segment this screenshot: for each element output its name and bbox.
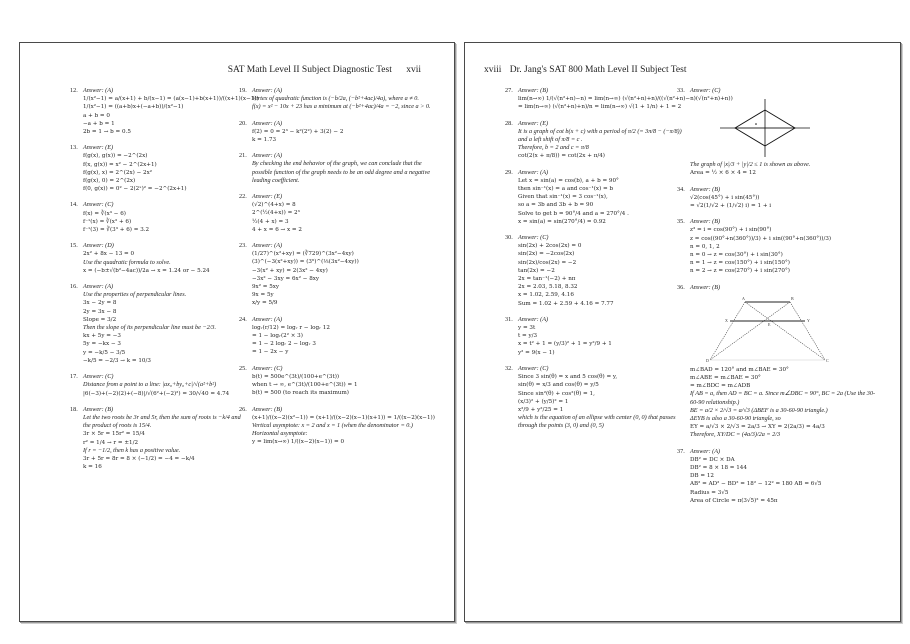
problem-number: 25.	[239, 364, 247, 372]
solution-line: Radius = 3√5	[690, 489, 729, 496]
solution-line: Slope = 3/2	[83, 316, 117, 323]
answer-heading	[677, 218, 877, 226]
solution-line: f(2) = 0 = 2³ − k²(2²) + 3(2) − 2	[252, 128, 344, 135]
solution-line: n = 0, 1, 2	[690, 243, 720, 250]
solution-line: n = 1 → z = cos(150°) + i sin(150°)	[690, 260, 790, 267]
left-page	[19, 42, 455, 622]
solution-line: f(x) = ∛(x³ − 6)	[83, 210, 126, 217]
solution-line: Given that sin⁻¹(x) = 3 cos⁻¹(x),	[518, 194, 608, 201]
answer-heading	[239, 242, 434, 250]
problem-number: 34.	[677, 185, 685, 193]
svg-text:B: B	[791, 295, 794, 301]
solution-line: logᵣ(r/12) = logᵣ r − logᵣ 12	[252, 324, 330, 331]
running-head-title: Dr. Jang's SAT 800 Math Level II Subject Test	[509, 65, 687, 75]
problem-number: 35.	[677, 218, 685, 226]
problem-number: 32.	[505, 364, 513, 372]
answer-label: Answer: (A)	[252, 119, 283, 127]
solution-line: x²/9 + y²/25 = 1	[518, 406, 564, 413]
solution-line: sin(2x)/cos(2x) = −2	[518, 259, 577, 266]
svg-text:Y: Y	[807, 317, 810, 323]
solution-line: Area of Circle = π(3√5)² = 45π	[690, 497, 778, 504]
answer-heading	[239, 406, 434, 414]
answer-heading	[70, 87, 245, 95]
answer-heading	[239, 316, 434, 324]
answer-item	[70, 87, 259, 136]
answer-item	[239, 120, 434, 145]
answer-item	[70, 373, 245, 398]
solution-line: −a + b = 1	[83, 120, 115, 127]
problem-number: 31.	[505, 315, 513, 323]
solution-line: x = 1.02, 2.59, 4.16	[518, 292, 574, 299]
solution-line: If r = −1/2, then k has a positive value.	[83, 446, 181, 454]
running-head-right	[484, 65, 687, 75]
answer-label: Answer: (B)	[252, 405, 283, 413]
solution-line: 2b = 1 → b = 0.5	[83, 129, 131, 136]
problem-number: 30.	[505, 234, 513, 242]
problem-number: 16.	[70, 283, 78, 291]
solution-line: y = −k/5 − 3/5	[83, 349, 126, 356]
answer-item	[70, 201, 245, 234]
problem-number: 27.	[505, 87, 513, 94]
solution-line: |6(−3)+(−2)(2)+(−8)|/√(6²+(−2)²) = 30/√40 = 4.74	[83, 390, 230, 397]
answer-item	[505, 120, 683, 161]
solution-line: f(x, g(x)) = x² − 2^(2x+1)	[83, 161, 157, 168]
solution-line: DB² = DC × DA	[690, 456, 735, 463]
solution-line: Horizontal asymptote:	[252, 430, 308, 438]
left-column-2	[239, 87, 434, 455]
solution-line: −3(x² + xy) = 2(3x² − 4xy)	[252, 267, 328, 274]
solution-line: 3x − 2y = 8	[83, 300, 117, 307]
answer-label: Answer: (A)	[252, 152, 283, 160]
answer-label: Answer: (B)	[518, 87, 549, 94]
solution-line: (3)^(−3(x²+xy)) = (3⁶)^(⅓(3x²−4xy))	[252, 259, 359, 266]
answer-item	[239, 316, 434, 357]
solution-line: (x/3)² + (y/5)² = 1	[518, 398, 569, 405]
problem-number: 24.	[239, 315, 247, 323]
answer-item	[70, 406, 245, 472]
solution-line: Use the properties of perpendicular lines.	[83, 291, 187, 299]
answer-item	[239, 406, 434, 447]
svg-text:D: D	[706, 357, 709, 363]
solution-line: x = t² + 1 = (y/3)² + 1 = y²/9 + 1	[518, 341, 612, 348]
problem-number: 21.	[239, 152, 247, 160]
solution-line: y² = 9(x − 1)	[518, 349, 555, 356]
solution-line: = 1 − 2 logᵣ 2 − logᵣ 3	[252, 341, 316, 348]
problem-number: 20.	[239, 119, 247, 127]
answer-item	[70, 144, 245, 193]
answer-label: Answer: (E)	[518, 119, 549, 127]
answer-item	[239, 152, 434, 185]
solution-line: n = 2 → z = cos(270°) + i sin(270°)	[690, 268, 790, 275]
answer-item	[70, 242, 245, 275]
answer-item	[505, 316, 683, 357]
problem-number: 19.	[239, 87, 247, 94]
problem-number: 18.	[70, 405, 78, 413]
trapezoid-diagram-figure	[677, 294, 877, 364]
solution-line: lim(n→∞) 1/(√(n²+n)−n) = lim(n→∞) (√(n²+n)+n)/((√(n²+n)−n)(√(n²+n)+n))	[518, 96, 733, 103]
answer-item	[239, 193, 434, 234]
solution-line: b(t) = 500e^(3t)/(100+e^(3t))	[252, 373, 340, 380]
solution-line: f(g(x), g(x)) = −2^(2x)	[83, 153, 148, 160]
solution-line: so a = 3b and 3b + b = 90	[518, 202, 594, 209]
answer-heading	[70, 144, 245, 152]
answer-heading	[70, 283, 245, 291]
answer-heading	[505, 365, 683, 373]
solution-line: Therefore, XY/DC = (4a/3)/2a = 2/3	[690, 431, 781, 439]
answer-heading	[505, 87, 683, 95]
answer-label: Answer: (A)	[252, 315, 283, 323]
answer-label: Answer: (A)	[690, 447, 721, 455]
solution-line: z³ = i = cos(90°) + i sin(90°)	[690, 227, 772, 234]
answer-label: Answer: (A)	[83, 283, 114, 291]
solution-line: when t → ∞, e^(3t)/(100+e^(3t)) = 1	[252, 382, 358, 389]
solution-line: then sin⁻¹(x) = a and cos⁻¹(x) = b	[518, 186, 614, 193]
answer-heading	[239, 152, 434, 160]
svg-text:E: E	[768, 321, 771, 327]
solution-line: 5y = −kx − 3	[83, 341, 121, 348]
answer-heading	[239, 87, 434, 95]
solution-line: By checking the end behavior of the graph, we can conclude that the possible function of the graph needs to be an odd degree and a negative leading coefficient.	[252, 160, 430, 184]
solution-line: Then the slope of its perpendicular line must be −2/3.	[83, 324, 217, 332]
solution-line: = 1 − logᵣ(2² × 3)	[252, 333, 303, 340]
problem-number: 22.	[239, 193, 247, 201]
solution-line: 1/(x²−1) = ((a+b)x+(−a+b))/(x²−1)	[83, 104, 184, 111]
solution-line: r² = 1/4 → r = ±1/2	[83, 439, 139, 446]
solution-line: tan(2x) = −2	[518, 267, 555, 274]
solution-line: = m∠BDC = m∠ADB	[690, 383, 751, 390]
answer-label: Answer: (A)	[518, 315, 549, 323]
answer-heading	[70, 373, 245, 381]
solution-line: If AB = a, then AD = BC = a. Since m∠DBC = 90°, BC = 2a (Use the 30-60-90 relationship.)	[690, 390, 876, 406]
answer-label: Answer: (B)	[690, 283, 721, 291]
solution-line: 3r × 5r = 15r² = 15/4	[83, 431, 145, 438]
answer-item	[677, 186, 877, 211]
solution-line: 2^(½(4+x)) = 2³	[252, 210, 300, 217]
answer-item	[70, 283, 245, 365]
answer-heading	[505, 234, 683, 242]
solution-line: z = cos((90°+n(360°))/3) + i sin((90°+n(360°))/3)	[690, 235, 832, 242]
answer-heading	[505, 169, 683, 177]
solution-line: = lim(n→∞) (√(n²+n)+n)/n = lim(n→∞) √(1 + 1/n) + 1 = 2	[518, 104, 682, 111]
solution-line: a + b = 0	[83, 112, 110, 119]
answer-label: Answer: (E)	[252, 193, 283, 201]
solution-line: f⁻¹(x) = ∛(x³ + 6)	[83, 218, 132, 225]
solution-line: Use the quadratic formula to solve.	[83, 258, 171, 266]
answer-heading	[70, 406, 245, 414]
solution-line: f⁻¹(3) = ∛(3³ + 6) = 3.2	[83, 227, 150, 234]
solution-line: Since 3 sin(θ) = x and 5 cos(θ) = y,	[518, 374, 618, 381]
answer-label: Answer: (C)	[518, 234, 549, 242]
solution-line: which is the equation of an ellipse with center (0, 0) that passes through the points (3, 0) and (0, 5)	[518, 414, 676, 430]
solution-line: n = 0 → z = cos(30°) + i sin(30°)	[690, 252, 783, 259]
solution-line: Distance from a point to a line: |ax₀+by₀+c|/√(a²+b²)	[83, 381, 217, 389]
solution-line: y = 3t	[518, 325, 536, 332]
solution-line: −3x² − 3xy = 6x² − 8xy	[252, 275, 320, 282]
solution-line: x = (−b±√(b²−4ac))/2a → x = 1.24 or − 5.24	[83, 267, 210, 274]
solution-line: 2x = 2.03, 5.18, 8.32	[518, 284, 578, 291]
solution-line: b(t) = 500 (to reach its maximum)	[252, 390, 349, 397]
solution-line: f(g(x), x) = 2^(2x) − 2x²	[83, 169, 153, 176]
solution-line: sin(2x) + 2cos(2x) = 0	[518, 243, 582, 250]
solution-line: (x+1)/((x−2)(x²−1)) = (x+1)/((x−2)(x−1)(x+1)) = 1/((x−2)(x−1))	[252, 414, 435, 421]
solution-line: = 1 − 2x − y	[252, 349, 289, 356]
answer-label: Answer: (D)	[83, 242, 114, 250]
problem-number: 13.	[70, 144, 78, 152]
problem-number: 28.	[505, 119, 513, 127]
running-head-title: SAT Math Level II Subject Diagnostic Test	[227, 65, 392, 75]
answer-item	[505, 169, 683, 226]
solution-line: f(g(x), 0) = 2^(2x)	[83, 178, 136, 185]
solution-line: 9x = 5y	[252, 292, 274, 299]
solution-line: 2y = 3x − 8	[83, 308, 117, 315]
solution-line: (1/27)^(x²+xy) = (∛729)^(3x²−4xy)	[252, 251, 354, 258]
answer-item	[677, 448, 877, 505]
answer-label: Answer: (A)	[252, 242, 283, 250]
solution-line: 2x = tan⁻¹(−2) + nπ	[518, 276, 576, 283]
solution-line: Let the two roots be 3r and 5r, then the sum of roots is −k/4 and the product of roots is 15/4.	[83, 413, 241, 430]
solution-line: 9x² = 5xy	[252, 284, 280, 291]
answer-heading	[677, 448, 877, 456]
solution-line: Since sin²(θ) + cos²(θ) = 1,	[518, 390, 595, 397]
diamond-graph-figure	[677, 97, 877, 159]
problem-number: 17.	[70, 373, 78, 381]
solution-line: It is a graph of cot b(x + c) with a period of π/2 (= 3π/8 − (−π/8)) and a left shift of π/8 = c .	[518, 127, 682, 144]
answer-label: Answer: (A)	[518, 168, 549, 176]
answer-item	[239, 87, 434, 112]
page-number: xviii	[484, 65, 502, 75]
problem-number: 15.	[70, 242, 78, 250]
solution-line: AB² = AD² − BD² = 18² − 12² = 180 AB = 6√5	[690, 481, 822, 488]
solution-line: sin(2x) = −2cos(2x)	[518, 251, 575, 258]
answer-heading	[70, 201, 245, 209]
answer-heading	[239, 193, 434, 201]
solution-line: cot(2(x + π/8)) = cot(2x + π/4)	[518, 153, 605, 160]
solution-line: x = sin(a) = sin(270°/4) = 0.92	[518, 218, 606, 225]
answer-label: Answer: (C)	[252, 364, 283, 372]
running-head-left	[228, 65, 421, 75]
solution-line: kx + 5y = −3	[83, 333, 121, 340]
solution-line: DB = 12	[690, 473, 714, 480]
answer-heading	[239, 365, 434, 373]
solution-line: k = 1.73	[252, 137, 277, 144]
solution-line: DB² = 8 × 18 = 144	[690, 465, 747, 472]
problem-number: 36.	[677, 283, 685, 291]
answer-item	[677, 87, 877, 178]
solution-line: m∠BAD = 120° and m∠BAE = 30°	[690, 366, 789, 373]
solution-line: 3r + 5r = 8r = 8 × (−1/2) = −4 = −k/4	[83, 455, 195, 462]
solution-line: EY = a/√3 × 2/√3 = 2a/3 → XY = 2(2a/3) = 4a/3	[690, 424, 825, 431]
problem-number: 14.	[70, 201, 78, 209]
solution-line: 2x² + 8x − 13 = 0	[83, 251, 135, 258]
solution-line: m∠ABE = m∠BAE = 30°	[690, 375, 761, 382]
answer-item	[239, 365, 434, 398]
answer-heading	[505, 120, 683, 128]
solution-line: Vertex of quadratic function is (−b/2a, (−b²+4ac)/4a), where a ≠ 0.	[252, 95, 419, 103]
solution-line: ½(4 + x) = 3	[252, 218, 289, 225]
problem-number: 12.	[70, 87, 78, 94]
solution-line: f(x) = x² − 10x + 23 has a minimum at (−b²+4ac)/4a = −2, since a > 0.	[252, 103, 431, 111]
answer-label: Answer: (E)	[83, 144, 114, 152]
solution-line: √2(cos(45°) + i sin(45°))	[690, 194, 760, 201]
svg-text:X: X	[725, 317, 728, 323]
solution-line: 4 + x = 6 → x = 2	[252, 226, 302, 233]
answer-label: Answer: (B)	[83, 405, 114, 413]
solution-line: Sum = 1.02 + 2.59 + 4.16 = 7.77	[518, 300, 614, 307]
solution-line: Vertical asymptote: x = 2 and x = 1 (when the denominator = 0.)	[252, 421, 413, 429]
answer-label: Answer: (A)	[83, 87, 114, 94]
problem-number: 37.	[677, 447, 685, 455]
answer-heading	[239, 120, 434, 128]
answer-label: Answer: (C)	[518, 364, 549, 372]
solution-line: Area = ½ × 6 × 4 = 12	[690, 170, 756, 177]
solution-line: sin(θ) = x/3 and cos(θ) = y/5	[518, 382, 599, 389]
problem-number: 23.	[239, 242, 247, 250]
answer-item	[239, 242, 434, 308]
answer-label: Answer: (C)	[83, 201, 114, 209]
solution-line: BE = a/2 × 2/√3 = a/√3 (ΔBEF is a 30-60-90 triangle.)	[690, 406, 828, 414]
solution-line: t = y/3	[518, 333, 538, 340]
solution-line: y = lim(x→∞) 1/((x−2)(x−1)) = 0	[252, 439, 345, 446]
problem-number: 33.	[677, 87, 685, 94]
answer-heading	[70, 242, 245, 250]
left-column-1	[70, 87, 259, 479]
solution-line: −k/5 = −2/3 → k = 10/3	[83, 357, 151, 364]
answer-item	[505, 234, 683, 308]
svg-text:C: C	[826, 357, 829, 363]
answer-heading	[677, 284, 877, 292]
answer-item	[677, 218, 877, 275]
answer-heading	[677, 186, 877, 194]
solution-line: (√2)^(4+x) = 8	[252, 202, 296, 209]
solution-line: ΔEYB is also a 30-60-90 triangle, so	[690, 415, 781, 423]
answer-label: Answer: (A)	[252, 87, 283, 94]
solution-line: Therefore, b = 2 and c = π/8	[518, 144, 589, 152]
solution-line: Let x = sin(a) = cos(b), a + b = 90°	[518, 177, 619, 184]
answer-label: Answer: (C)	[83, 373, 114, 381]
problem-number: 29.	[505, 168, 513, 176]
answer-label: Answer: (B)	[690, 185, 721, 193]
problem-number: 26.	[239, 405, 247, 413]
solution-line: 1/(x²−1) = a/(x+1) + b/(x−1) = (a(x−1)+b(x+1))/((x+1)(x−1))	[83, 96, 259, 103]
solution-line: = √2(1/√2 + (1/√2) i) = 1 + i	[690, 203, 772, 210]
solution-line: Solve to get b = 90°/4 and a = 270°/4 .	[518, 210, 629, 217]
answer-heading	[677, 87, 877, 95]
answer-label: Answer: (C)	[690, 87, 721, 94]
answer-item	[677, 284, 877, 440]
solution-line: The graph of |x|/3 + |y|/2 ≤ 1 is shown as above.	[690, 161, 811, 169]
answer-label: Answer: (B)	[690, 218, 721, 226]
svg-text:A: A	[742, 295, 745, 301]
answer-heading	[505, 316, 683, 324]
right-column-2	[677, 87, 877, 513]
answer-item	[505, 365, 683, 431]
right-page	[464, 42, 901, 622]
solution-line: f(0, g(x)) = 0² − 2(2ˣ)² = −2^(2x+1)	[83, 186, 187, 193]
solution-line: k = 16	[83, 464, 102, 471]
solution-line: x/y = 5/9	[252, 300, 278, 307]
page-number: xvii	[406, 65, 421, 75]
